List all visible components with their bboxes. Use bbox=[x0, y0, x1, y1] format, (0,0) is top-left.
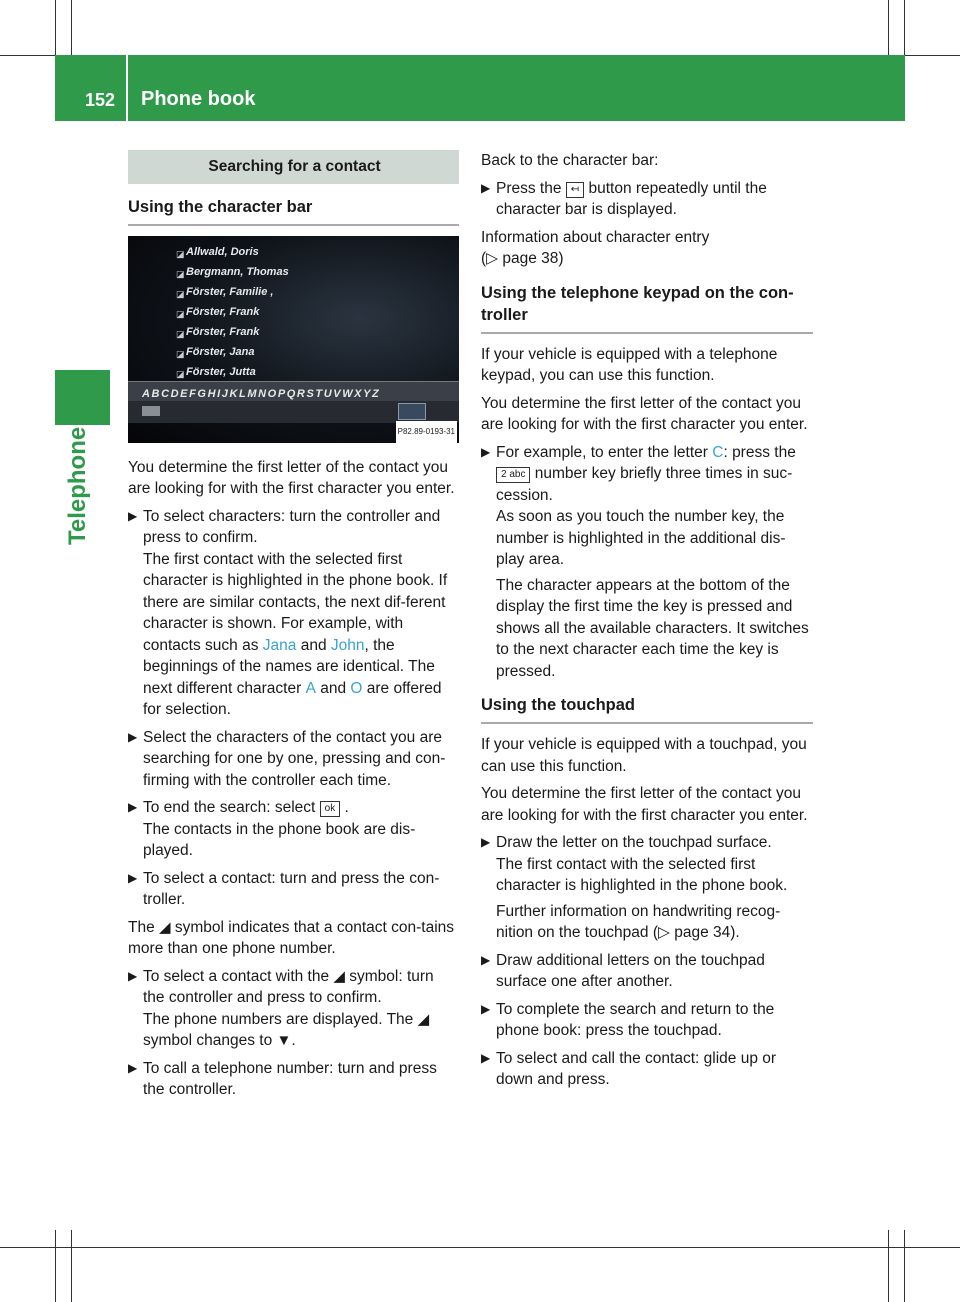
page-number: 152 bbox=[85, 90, 116, 110]
paragraph: Information about character entry (▷ page 38) bbox=[481, 228, 710, 267]
bullet-icon: ▶ bbox=[481, 952, 491, 967]
contact-row: Förster, Familie , bbox=[186, 285, 274, 298]
contact-icon: ◪ bbox=[176, 308, 185, 319]
instruction-step: ▶ To select a contact with the ◢ symbol: turn the controller and press to confirm. The phone numbers are displayed. The ◢ symbol changes to ▼. bbox=[128, 966, 459, 1052]
instruction-step: ▶ To end the search: select ok . The contacts in the phone book are dis-played. bbox=[128, 799, 416, 859]
crop-mark bbox=[0, 1247, 960, 1248]
bullet-icon: ▶ bbox=[481, 180, 491, 195]
crop-mark bbox=[888, 0, 889, 56]
paragraph: Back to the character bar: bbox=[481, 152, 659, 169]
crop-mark bbox=[55, 0, 56, 56]
back-button-icon: ↤ bbox=[566, 182, 584, 198]
back-icon bbox=[142, 406, 160, 416]
right-column bbox=[481, 150, 813, 1097]
bullet-icon: ▶ bbox=[481, 444, 491, 459]
crop-mark bbox=[71, 1230, 72, 1302]
bullet-icon: ▶ bbox=[128, 968, 138, 983]
section-heading: Searching for a contact bbox=[128, 150, 459, 184]
character-bar-letters: ABCDEFGHIJKLMNOPQRSTUVWXYZ bbox=[142, 387, 381, 400]
more-numbers-icon: ◢ bbox=[417, 1010, 430, 1028]
paragraph: The character appears at the bottom of the display the first time the key is pressed and shows all the available characters. It switches to the next character each time the key is pressed. bbox=[496, 576, 809, 680]
instruction-step: ▶ Select the characters of the contact you are searching for one by one, pressing and con-firming with the controller each time. bbox=[128, 728, 446, 789]
paragraph: You determine the first letter of the contact you are looking for with the first character you enter. bbox=[481, 394, 808, 433]
bullet-icon: ▶ bbox=[128, 1060, 138, 1075]
paragraph: Further information on handwriting recog-nition on the touchpad (▷ page 34). bbox=[496, 902, 781, 941]
contact-row: Förster, Frank bbox=[186, 305, 260, 318]
page-title: Phone book bbox=[141, 88, 256, 110]
contact-icon: ◪ bbox=[176, 368, 185, 379]
more-numbers-icon: ◢ bbox=[159, 918, 171, 936]
contact-row: Bergmann, Thomas bbox=[186, 265, 289, 278]
instruction-step: ▶ To select and call the contact: glide up or down and press. bbox=[481, 1049, 777, 1088]
contact-icon: ◪ bbox=[176, 288, 185, 299]
example-name: Jana bbox=[262, 636, 297, 654]
crop-mark bbox=[55, 1230, 56, 1302]
contact-row: Förster, Jana bbox=[186, 345, 255, 358]
subheading-character-bar: Using the character bar bbox=[128, 196, 459, 226]
bullet-icon: ▶ bbox=[481, 1001, 491, 1016]
left-column bbox=[128, 150, 459, 1107]
contact-icon: ◪ bbox=[176, 248, 185, 259]
number-key-2-icon: 2 abc bbox=[496, 467, 530, 483]
subheading-keypad: Using the telephone keypad on the con-troller bbox=[481, 282, 813, 334]
crop-mark bbox=[904, 0, 905, 56]
crop-mark bbox=[904, 1230, 905, 1302]
paragraph: If your vehicle is equipped with a telephone keypad, you can use this function. bbox=[481, 345, 778, 384]
contact-row: Allwald, Doris bbox=[186, 245, 259, 258]
crop-mark bbox=[71, 0, 72, 56]
ok-symbol-icon: ok bbox=[320, 801, 341, 817]
instruction-step: ▶ For example, to enter the letter C: press the 2 abc number key briefly three times in suc-cession. As soon as you touch the number key, the number is highlighted in the additional dis-play area. The character appears at the bottom of the display the first time the key is pressed and shows all the available characters. It switches to the next character each time the key is pressed. bbox=[481, 442, 813, 683]
example-character: A bbox=[305, 679, 316, 697]
bullet-icon: ▶ bbox=[128, 729, 138, 744]
instruction-step: ▶ To complete the search and return to the phone book: press the touchpad. bbox=[481, 1000, 775, 1039]
side-tab bbox=[55, 370, 110, 425]
paragraph: You determine the first letter of the contact you are looking for with the first character you enter. bbox=[481, 785, 808, 824]
header-divider bbox=[126, 55, 128, 121]
example-name: John bbox=[330, 636, 365, 654]
contact-icon: ◪ bbox=[176, 328, 185, 339]
subheading-touchpad: Using the touchpad bbox=[481, 694, 813, 724]
bullet-icon: ▶ bbox=[481, 1050, 491, 1065]
contact-icon: ◪ bbox=[176, 268, 185, 279]
instruction-step: ▶ Draw the letter on the touchpad surface. The first contact with the selected first character is highlighted in the phone book. Further information on handwriting recog-nition on the touchpad (▷ page 34). bbox=[481, 832, 813, 944]
contact-icon: ◪ bbox=[176, 348, 185, 359]
image-caption: P82.89-0193-31 bbox=[396, 421, 457, 443]
screen-image bbox=[128, 236, 459, 443]
bullet-icon: ▶ bbox=[128, 870, 138, 885]
instruction-step: ▶ To select a contact: turn and press the con-troller. bbox=[128, 869, 440, 908]
bullet-icon: ▶ bbox=[128, 508, 138, 523]
paragraph: If your vehicle is equipped with a touchpad, you can use this function. bbox=[481, 736, 807, 775]
more-numbers-icon: ◢ bbox=[333, 967, 345, 985]
instruction-step: ▶ Draw additional letters on the touchpad surface one after another. bbox=[481, 951, 765, 990]
ok-icon bbox=[398, 403, 426, 420]
contact-row: Förster, Frank bbox=[186, 325, 260, 338]
paragraph: You determine the first letter of the contact you are looking for with the first character you enter. bbox=[128, 458, 455, 497]
instruction-step: ▶ To select characters: turn the controller and press to confirm. The first contact with the selected first character is highlighted in the phone book. If there are similar contacts, the next dif-ferent character is shown. For example, with contacts such as Jana and John, the beginnings of the names are identical. The next different character A and O are offered for selection. bbox=[128, 507, 448, 718]
numbers-open-icon: ▼ bbox=[276, 1032, 292, 1049]
contact-row: Förster, Jutta bbox=[186, 365, 256, 378]
instruction-step: ▶ Press the ↤ button repeatedly until the character bar is displayed. bbox=[481, 179, 767, 218]
page-reference: (▷ page 38) bbox=[481, 250, 564, 267]
paragraph: The ◢ symbol indicates that a contact con-tains more than one phone number. bbox=[128, 918, 455, 957]
bullet-icon: ▶ bbox=[481, 835, 491, 849]
bullet-icon: ▶ bbox=[128, 800, 138, 814]
example-character: C bbox=[712, 443, 724, 461]
instruction-step: ▶ To call a telephone number: turn and press the controller. bbox=[128, 1059, 437, 1098]
side-tab-label: Telephone bbox=[64, 426, 91, 545]
crop-mark bbox=[888, 1230, 889, 1302]
example-character: O bbox=[350, 679, 363, 697]
